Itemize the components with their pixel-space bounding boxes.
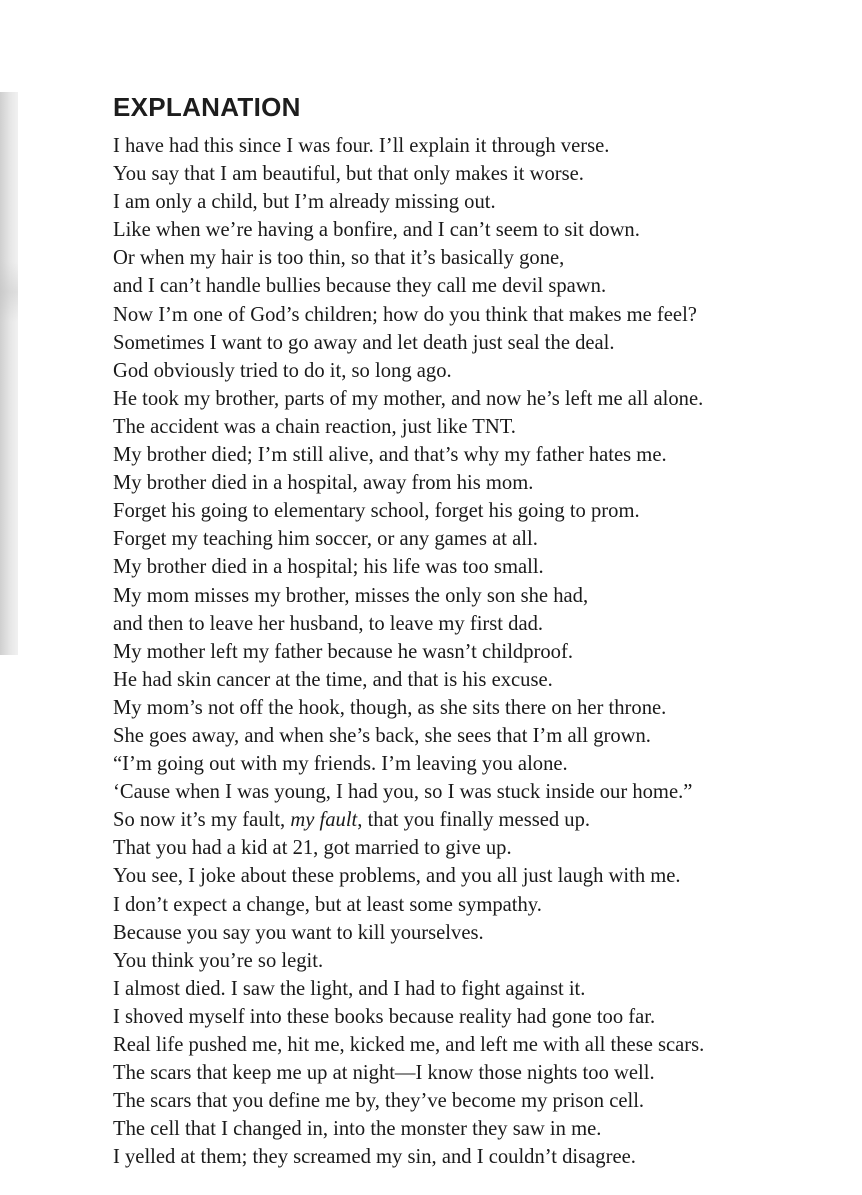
poem-line: and I can’t handle bullies because they call me devil spawn. — [113, 275, 607, 298]
poem-line: I have had this since I was four. I’ll explain it through verse. — [113, 135, 610, 157]
poem-line: That you had a kid at 21, got married to give up. — [113, 837, 512, 860]
poem-line: My mother left my father because he wasn’t childproof. — [113, 640, 573, 663]
poem-line: Real life pushed me, hit me, kicked me, and left me with all these scars. — [113, 1034, 705, 1056]
poem-line: She goes away, and when she’s back, she sees that I’m all grown. — [113, 724, 651, 747]
poem-line-emphasis — [113, 806, 833, 834]
poem-line: The accident was a chain reaction, just like TNT. — [113, 415, 516, 438]
poem-line: My mom misses my brother, misses the only son she had, — [113, 584, 589, 607]
poem-line: The cell that I changed in, into the monster they saw in me. — [113, 1118, 602, 1141]
poem-line: I yelled at them; they screamed my sin, and I couldn’t disagree. — [113, 1146, 636, 1169]
poem-line: I am only a child, but I’m already missing out. — [113, 191, 496, 214]
poem-line: I almost died. I saw the light, and I had to fight against it. — [113, 977, 586, 1000]
poem-line: You see, I joke about these problems, and you all just laugh with me. — [113, 865, 681, 888]
poem-line: Like when we’re having a bonfire, and I can’t seem to sit down. — [113, 219, 640, 242]
poem-line: I don’t expect a change, but at least some sympathy. — [113, 893, 542, 916]
poem-line: My mom’s not off the hook, though, as she sits there on her throne. — [113, 696, 667, 719]
poem-line-part: So now it’s my fault, — [113, 809, 291, 832]
poem-title: EXPLANATION — [113, 92, 301, 122]
poem-line: He took my brother, parts of my mother, and now he’s left me all alone. — [113, 387, 704, 410]
emphasized-phrase: my fault — [290, 809, 358, 832]
poem-line: and then to leave her husband, to leave my first dad. — [113, 612, 544, 635]
poem-line: You think you’re so legit. — [113, 949, 324, 972]
poem-line: My brother died; I’m still alive, and that’s why my father hates me. — [113, 444, 667, 467]
poem-line: Now I’m one of God’s children; how do you think that makes me feel? — [113, 303, 697, 326]
poem-line: Or when my hair is too thin, so that it’s basically gone, — [113, 247, 565, 270]
poem-line: You say that I am beautiful, but that only makes it worse. — [113, 163, 584, 186]
poem-line: He had skin cancer at the time, and that is his excuse. — [113, 668, 553, 691]
poem-line: Sometimes I want to go away and let death just seal the deal. — [113, 331, 615, 354]
poem-line: God obviously tried to do it, so long ago. — [113, 359, 452, 382]
poem-line-part: , that you finally messed up. — [357, 809, 591, 832]
poem-line: Forget his going to elementary school, forget his going to prom. — [113, 500, 640, 523]
page-edge-tab — [0, 92, 18, 655]
poem-line: My brother died in a hospital, away from his mom. — [113, 472, 534, 495]
poem-line: I shoved myself into these books because reality had gone too far. — [113, 1005, 656, 1028]
poem-line: Because you say you want to kill yourselves. — [113, 921, 484, 944]
poem-line: The scars that keep me up at night—I know those nights too well. — [113, 1062, 655, 1085]
poem-line: ‘Cause when I was young, I had you, so I was stuck inside our home.” — [113, 781, 693, 804]
poem-body — [113, 132, 833, 1171]
poem-line: “I’m going out with my friends. I’m leaving you alone. — [113, 753, 568, 776]
poem-line: The scars that you define me by, they’ve become my prison cell. — [113, 1090, 645, 1113]
poem-line: My brother died in a hospital; his life was too small. — [113, 556, 544, 579]
poem-line: Forget my teaching him soccer, or any games at all. — [113, 528, 538, 551]
